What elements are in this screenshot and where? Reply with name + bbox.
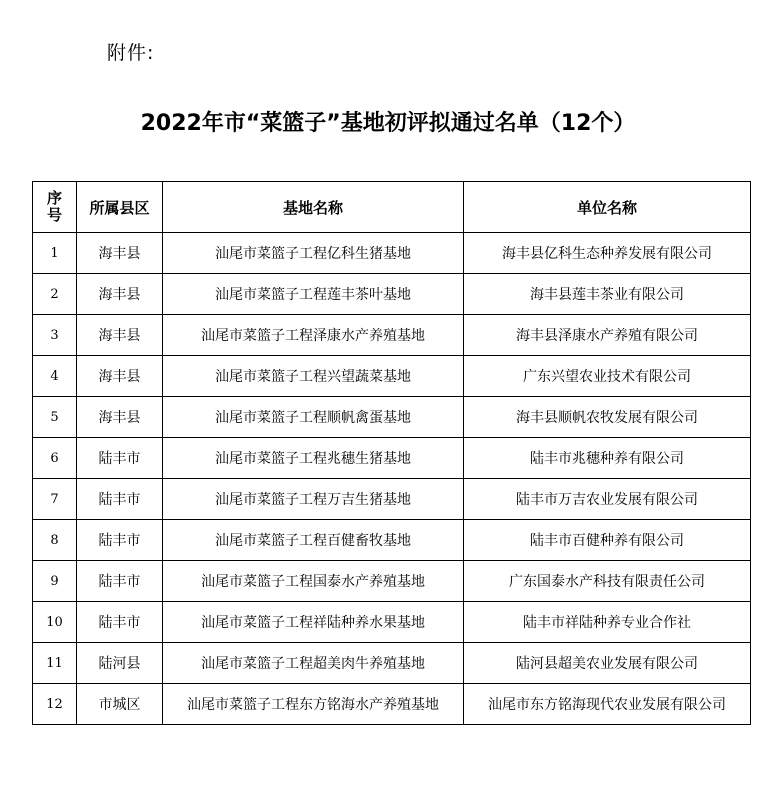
table-row xyxy=(33,520,751,561)
cell-unit-name: 陆丰市百健种养有限公司 xyxy=(464,520,751,561)
cell-base-name: 汕尾市菜篮子工程超美肉牛养殖基地 xyxy=(163,643,464,684)
table-body xyxy=(33,233,751,725)
cell-unit-name: 广东兴望农业技术有限公司 xyxy=(464,356,751,397)
cell-district: 市城区 xyxy=(77,684,163,725)
header-district: 所属县区 xyxy=(77,182,163,233)
cell-unit-name: 陆丰市万吉农业发展有限公司 xyxy=(464,479,751,520)
cell-district: 海丰县 xyxy=(77,356,163,397)
header-serial-line2: 号 xyxy=(46,206,62,224)
attachment-label: 附件: xyxy=(107,42,155,64)
cell-unit-name: 海丰县亿科生态种养发展有限公司 xyxy=(464,233,751,274)
cell-serial-number: 12 xyxy=(33,684,77,725)
cell-district: 陆丰市 xyxy=(77,602,163,643)
cell-serial-number: 11 xyxy=(33,643,77,684)
cell-base-name: 汕尾市菜篮子工程莲丰茶叶基地 xyxy=(163,274,464,315)
cell-district: 海丰县 xyxy=(77,233,163,274)
document-title: 2022年市“菜篮子”基地初评拟通过名单（12个） xyxy=(140,111,636,136)
cell-base-name: 汕尾市菜篮子工程东方铭海水产养殖基地 xyxy=(163,684,464,725)
cell-district: 陆丰市 xyxy=(77,479,163,520)
base-list-table xyxy=(32,181,751,725)
cell-unit-name: 海丰县泽康水产养殖有限公司 xyxy=(464,315,751,356)
cell-district: 陆丰市 xyxy=(77,561,163,602)
table-row xyxy=(33,315,751,356)
cell-unit-name: 广东国泰水产科技有限责任公司 xyxy=(464,561,751,602)
table-row xyxy=(33,274,751,315)
cell-serial-number: 2 xyxy=(33,274,77,315)
cell-unit-name: 汕尾市东方铭海现代农业发展有限公司 xyxy=(464,684,751,725)
header-serial-line1: 序 xyxy=(46,189,62,207)
header-base-name: 基地名称 xyxy=(163,182,464,233)
table-row xyxy=(33,397,751,438)
header-unit-name: 单位名称 xyxy=(464,182,751,233)
table-row xyxy=(33,684,751,725)
table-header-row xyxy=(33,182,751,233)
table-row xyxy=(33,643,751,684)
cell-base-name: 汕尾市菜篮子工程国泰水产养殖基地 xyxy=(163,561,464,602)
cell-district: 海丰县 xyxy=(77,274,163,315)
cell-unit-name: 海丰县莲丰茶业有限公司 xyxy=(464,274,751,315)
cell-base-name: 汕尾市菜篮子工程兆穗生猪基地 xyxy=(163,438,464,479)
cell-base-name: 汕尾市菜篮子工程兴望蔬菜基地 xyxy=(163,356,464,397)
table-row xyxy=(33,438,751,479)
table-row xyxy=(33,233,751,274)
table-row xyxy=(33,356,751,397)
cell-unit-name: 陆丰市兆穗种养有限公司 xyxy=(464,438,751,479)
cell-serial-number: 3 xyxy=(33,315,77,356)
cell-base-name: 汕尾市菜篮子工程亿科生猪基地 xyxy=(163,233,464,274)
cell-base-name: 汕尾市菜篮子工程顺帆禽蛋基地 xyxy=(163,397,464,438)
cell-serial-number: 7 xyxy=(33,479,77,520)
cell-unit-name: 陆丰市祥陆种养专业合作社 xyxy=(464,602,751,643)
table-row xyxy=(33,479,751,520)
cell-unit-name: 海丰县顺帆农牧发展有限公司 xyxy=(464,397,751,438)
cell-serial-number: 10 xyxy=(33,602,77,643)
cell-district: 海丰县 xyxy=(77,315,163,356)
cell-base-name: 汕尾市菜篮子工程万吉生猪基地 xyxy=(163,479,464,520)
cell-unit-name: 陆河县超美农业发展有限公司 xyxy=(464,643,751,684)
cell-serial-number: 6 xyxy=(33,438,77,479)
cell-serial-number: 5 xyxy=(33,397,77,438)
cell-base-name: 汕尾市菜篮子工程泽康水产养殖基地 xyxy=(163,315,464,356)
cell-district: 海丰县 xyxy=(77,397,163,438)
cell-serial-number: 8 xyxy=(33,520,77,561)
cell-serial-number: 9 xyxy=(33,561,77,602)
cell-serial-number: 1 xyxy=(33,233,77,274)
header-serial-number xyxy=(33,182,77,233)
cell-base-name: 汕尾市菜篮子工程祥陆种养水果基地 xyxy=(163,602,464,643)
cell-district: 陆丰市 xyxy=(77,438,163,479)
cell-base-name: 汕尾市菜篮子工程百健畜牧基地 xyxy=(163,520,464,561)
table-row xyxy=(33,561,751,602)
cell-district: 陆丰市 xyxy=(77,520,163,561)
cell-district: 陆河县 xyxy=(77,643,163,684)
table-row xyxy=(33,602,751,643)
cell-serial-number: 4 xyxy=(33,356,77,397)
